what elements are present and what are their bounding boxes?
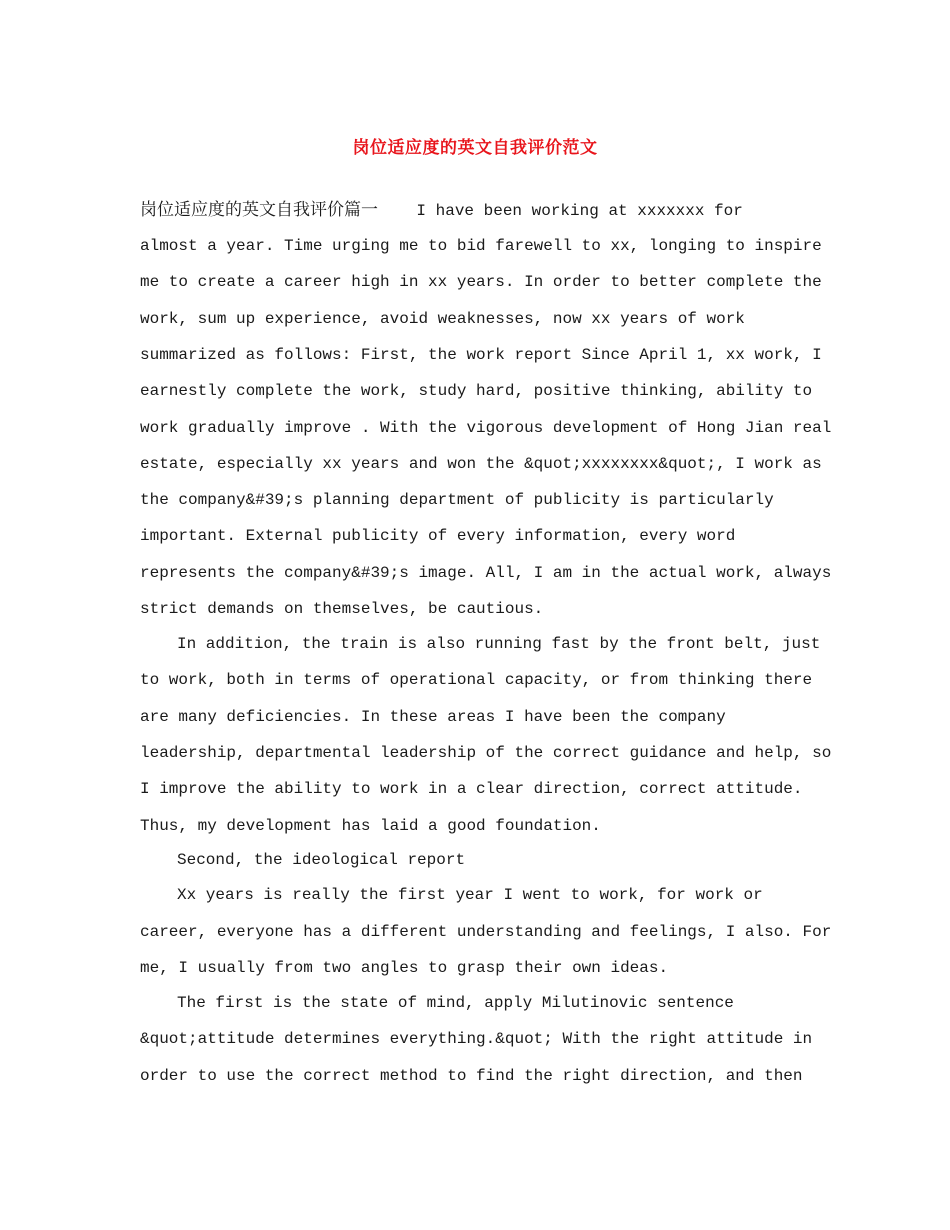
paragraph-line: Second, the ideological report xyxy=(177,851,466,869)
paragraph-line: order to use the correct method to find the right direction, and then xyxy=(140,1067,803,1085)
paragraph-line: the company&#39;s planning department of publicity is particularly xyxy=(140,491,774,509)
paragraph-line: represents the company&#39;s image. All, I am in the actual work, always xyxy=(140,564,832,582)
paragraph-line: work, sum up experience, avoid weaknesses, now xx years of work xyxy=(140,310,745,328)
paragraph-line: strict demands on themselves, be cautious. xyxy=(140,600,544,618)
paragraph-line: work gradually improve . With the vigorous development of Hong Jian real xyxy=(140,419,832,437)
paragraph-line: summarized as follows: First, the work report Since April 1, xx work, I xyxy=(140,346,822,364)
paragraph-line: I improve the ability to work in a clear direction, correct attitude. xyxy=(140,780,803,798)
paragraph-line: to work, both in terms of operational capacity, or from thinking there xyxy=(140,671,813,689)
paragraph-line: leadership, departmental leadership of the correct guidance and help, so xyxy=(140,744,832,762)
paragraph-line: almost a year. Time urging me to bid farewell to xx, longing to inspire xyxy=(140,237,822,255)
paragraph-line: Thus, my development has laid a good foundation. xyxy=(140,817,601,835)
line-text: I have been working at xxxxxxx for xyxy=(378,202,743,220)
paragraph-line: In addition, the train is also running fast by the front belt, just xyxy=(177,635,821,653)
paragraph-line: earnestly complete the work, study hard, positive thinking, ability to xyxy=(140,382,813,400)
paragraph-line: me, I usually from two angles to grasp their own ideas. xyxy=(140,959,669,977)
paragraph-line xyxy=(140,199,830,222)
section-heading: 岗位适应度的英文自我评价篇一 xyxy=(140,200,378,220)
paragraph-line: &quot;attitude determines everything.&quot; With the right attitude in xyxy=(140,1030,813,1048)
paragraph-line: are many deficiencies. In these areas I have been the company xyxy=(140,708,726,726)
document-title: 岗位适应度的英文自我评价范文 xyxy=(352,138,598,158)
paragraph-line: career, everyone has a different understanding and feelings, I also. For xyxy=(140,923,832,941)
paragraph-line: The first is the state of mind, apply Milutinovic sentence xyxy=(177,994,734,1012)
paragraph-line: Xx years is really the first year I went to work, for work or xyxy=(177,886,763,904)
paragraph-line: estate, especially xx years and won the &quot;xxxxxxxx&quot;, I work as xyxy=(140,455,822,473)
paragraph-line: important. External publicity of every information, every word xyxy=(140,527,736,545)
paragraph-line: me to create a career high in xx years. In order to better complete the xyxy=(140,273,822,291)
